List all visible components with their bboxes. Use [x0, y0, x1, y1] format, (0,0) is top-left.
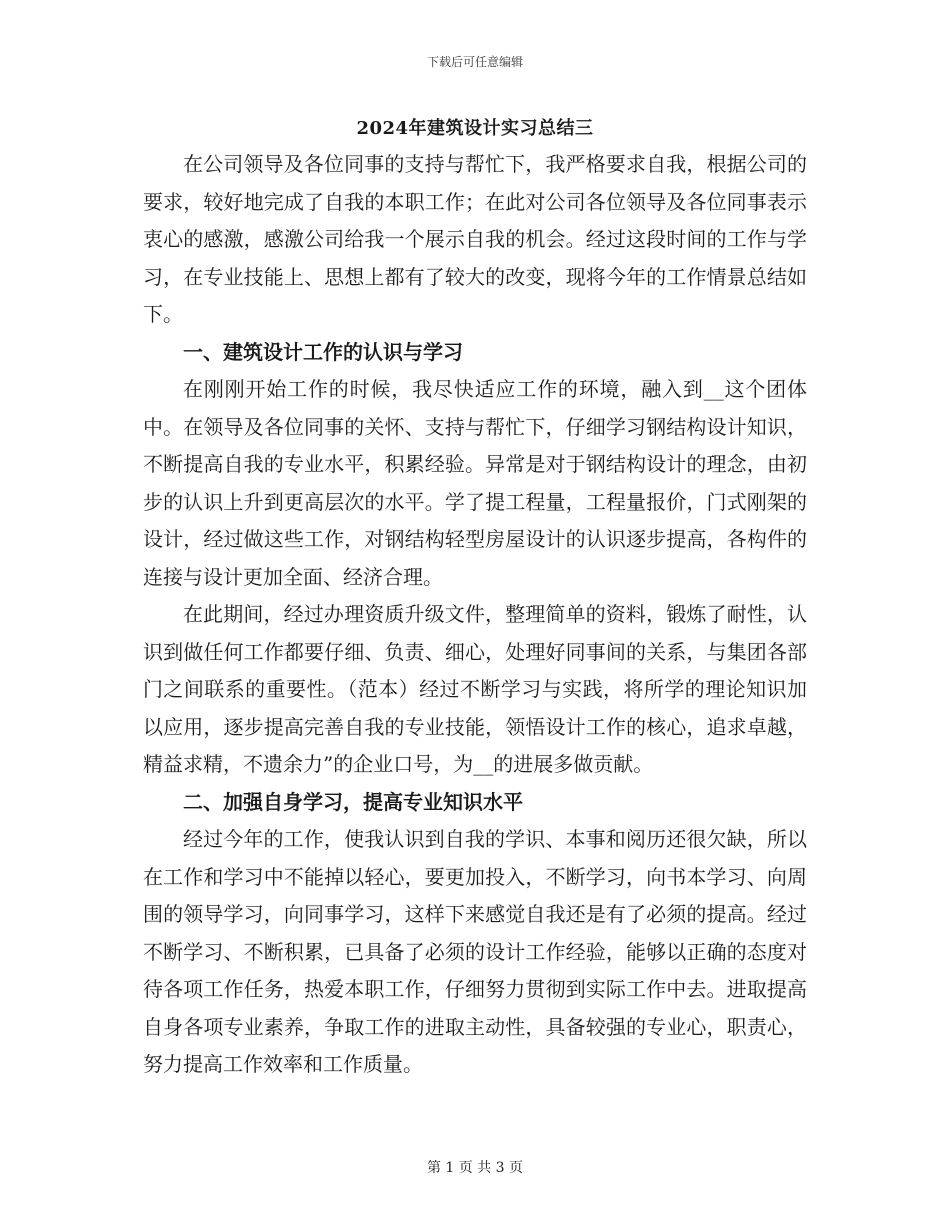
intro-paragraph: 在公司领导及各位同事的支持与帮忙下，我严格要求自我，根据公司的要求，较好地完成了自我的本职工作；在此对公司各位领导及各位同事表示衷心的感激，感激公司给我一个展示自我的机会。经过这段时间的工作与学习，在专业技能上、思想上都有了较大的改变，现将今年的工作情景总结如下。	[143, 152, 807, 326]
document-body	[143, 146, 807, 1084]
header-note: 下载后可任意编辑	[426, 55, 523, 69]
section-2-heading: 二、加强自身学习，提高专业知识水平	[183, 789, 523, 814]
section-1-heading: 一、建筑设计工作的认识与学习	[183, 339, 463, 364]
section-1-paragraph-2: 在此期间，经过办理资质升级文件，整理简单的资料，锻炼了耐性，认识到做任何工作都要仔细、负责、细心，处理好同事间的关系，与集团各部门之间联系的重要性。（范本）经过不断学习与实践，将所学的理论知识加以应用，逐步提高完善自我的专业技能，领悟设计工作的核心，追求卓越，精益求精，不遗余力”的企业口号，为__的进展多做贡献。	[143, 602, 807, 776]
page-title: 2024年建筑设计实习总结三	[356, 118, 594, 139]
section-2-paragraph-1: 经过今年的工作，使我认识到自我的学识、本事和阅历还很欠缺，所以在工作和学习中不能掉以轻心，要更加投入，不断学习，向书本学习、向周围的领导学习，向同事学习，这样下来感觉自我还是有了必须的提高。经过不断学习、不断积累，已具备了必须的设计工作经验，能够以正确的态度对待各项工作任务，热爱本职工作，仔细努力贯彻到实际工作中去。进取提高自身各项专业素养，争取工作的进取主动性，具备较强的专业心，职责心，努力提高工作效率和工作质量。	[143, 827, 807, 1076]
section-1-paragraph-1: 在刚刚开始工作的时候，我尽快适应工作的环境，融入到__这个团体中。在领导及各位同事的关怀、支持与帮忙下，仔细学习钢结构设计知识，不断提高自我的专业水平，积累经验。异常是对于钢结构设计的理念，由初步的认识上升到更高层次的水平。学了提工程量，工程量报价，门式刚架的设计，经过做这些工作，对钢结构轻型房屋设计的认识逐步提高，各构件的连接与设计更加全面、经济合理。	[143, 377, 807, 589]
page-footer: 第 1 页 共 3 页	[426, 1160, 524, 1176]
